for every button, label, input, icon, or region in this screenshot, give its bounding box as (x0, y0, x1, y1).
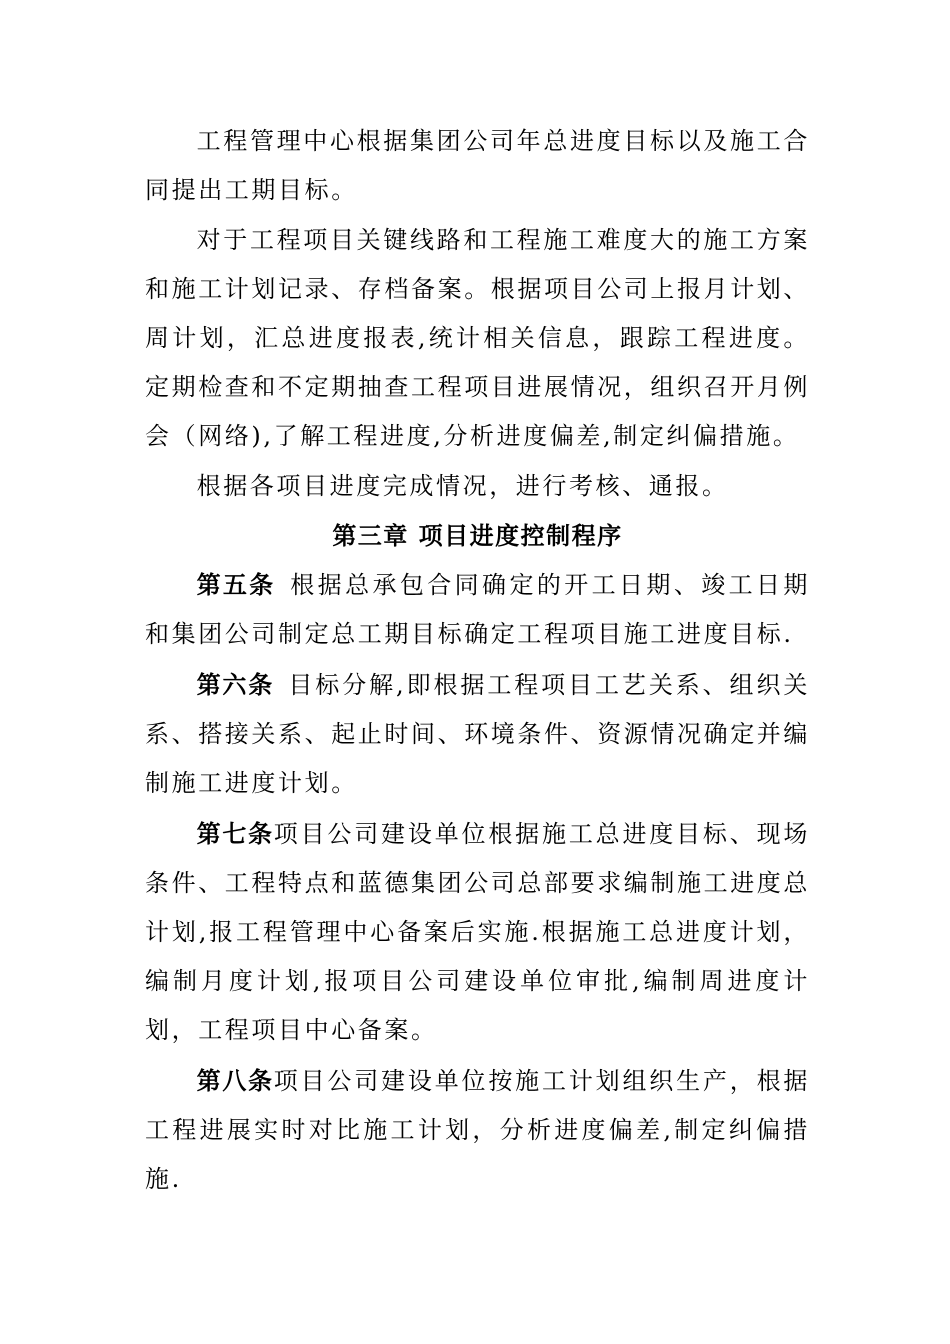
article-text: 项目公司建设单位按施工计划组织生产，根据工程进展实时对比施工计划，分析进度偏差,制定纠偏措施. (145, 1067, 811, 1193)
article-label: 第七条 (196, 819, 274, 848)
chapter-heading: 第三章 项目进度控制程序 (332, 521, 623, 550)
article-label: 第八条 (196, 1066, 274, 1095)
article-7 (145, 809, 810, 1055)
paragraph-assessment: 根据各项目进度完成情况，进行考核、通报。 (196, 472, 729, 500)
article-text: 项目公司建设单位根据施工总进度目标、现场条件、工程特点和蓝德集团公司总部要求编制施工进度总计划,报工程管理中心备案后实施.根据施工总进度计划，编制月度计划,报项目公司建设单位审批,编制周进度计划，工程项目中心备案。 (145, 820, 811, 1044)
article-8 (145, 1056, 810, 1204)
article-6 (145, 660, 810, 808)
article-text: 根据总承包合同确定的开工日期、竣工日期和集团公司制定总工期目标确定工程项目施工进度目标. (145, 571, 810, 648)
paragraph-schedule-tracking: 对于工程项目关键线路和工程施工难度大的施工方案和施工计划记录、存档备案。根据项目公司上报月计划、周计划，汇总进度报表,统计相关信息，跟踪工程进度。定期检查和不定期抽查工程项目进展情况，组织召开月例会（网络),了解工程进度,分析进度偏差,制定纠偏措施。 (145, 226, 810, 450)
article-label: 第六条 (196, 670, 275, 699)
article-5 (145, 560, 810, 659)
article-text: 目标分解,即根据工程项目工艺关系、组织关系、搭接关系、起止时间、环境条件、资源情况确定并编制施工进度计划。 (145, 671, 810, 797)
article-label: 第五条 (196, 570, 276, 599)
document-body (145, 117, 810, 1204)
paragraph-schedule-goal: 工程管理中心根据集团公司年总进度目标以及施工合同提出工期目标。 (145, 127, 810, 204)
